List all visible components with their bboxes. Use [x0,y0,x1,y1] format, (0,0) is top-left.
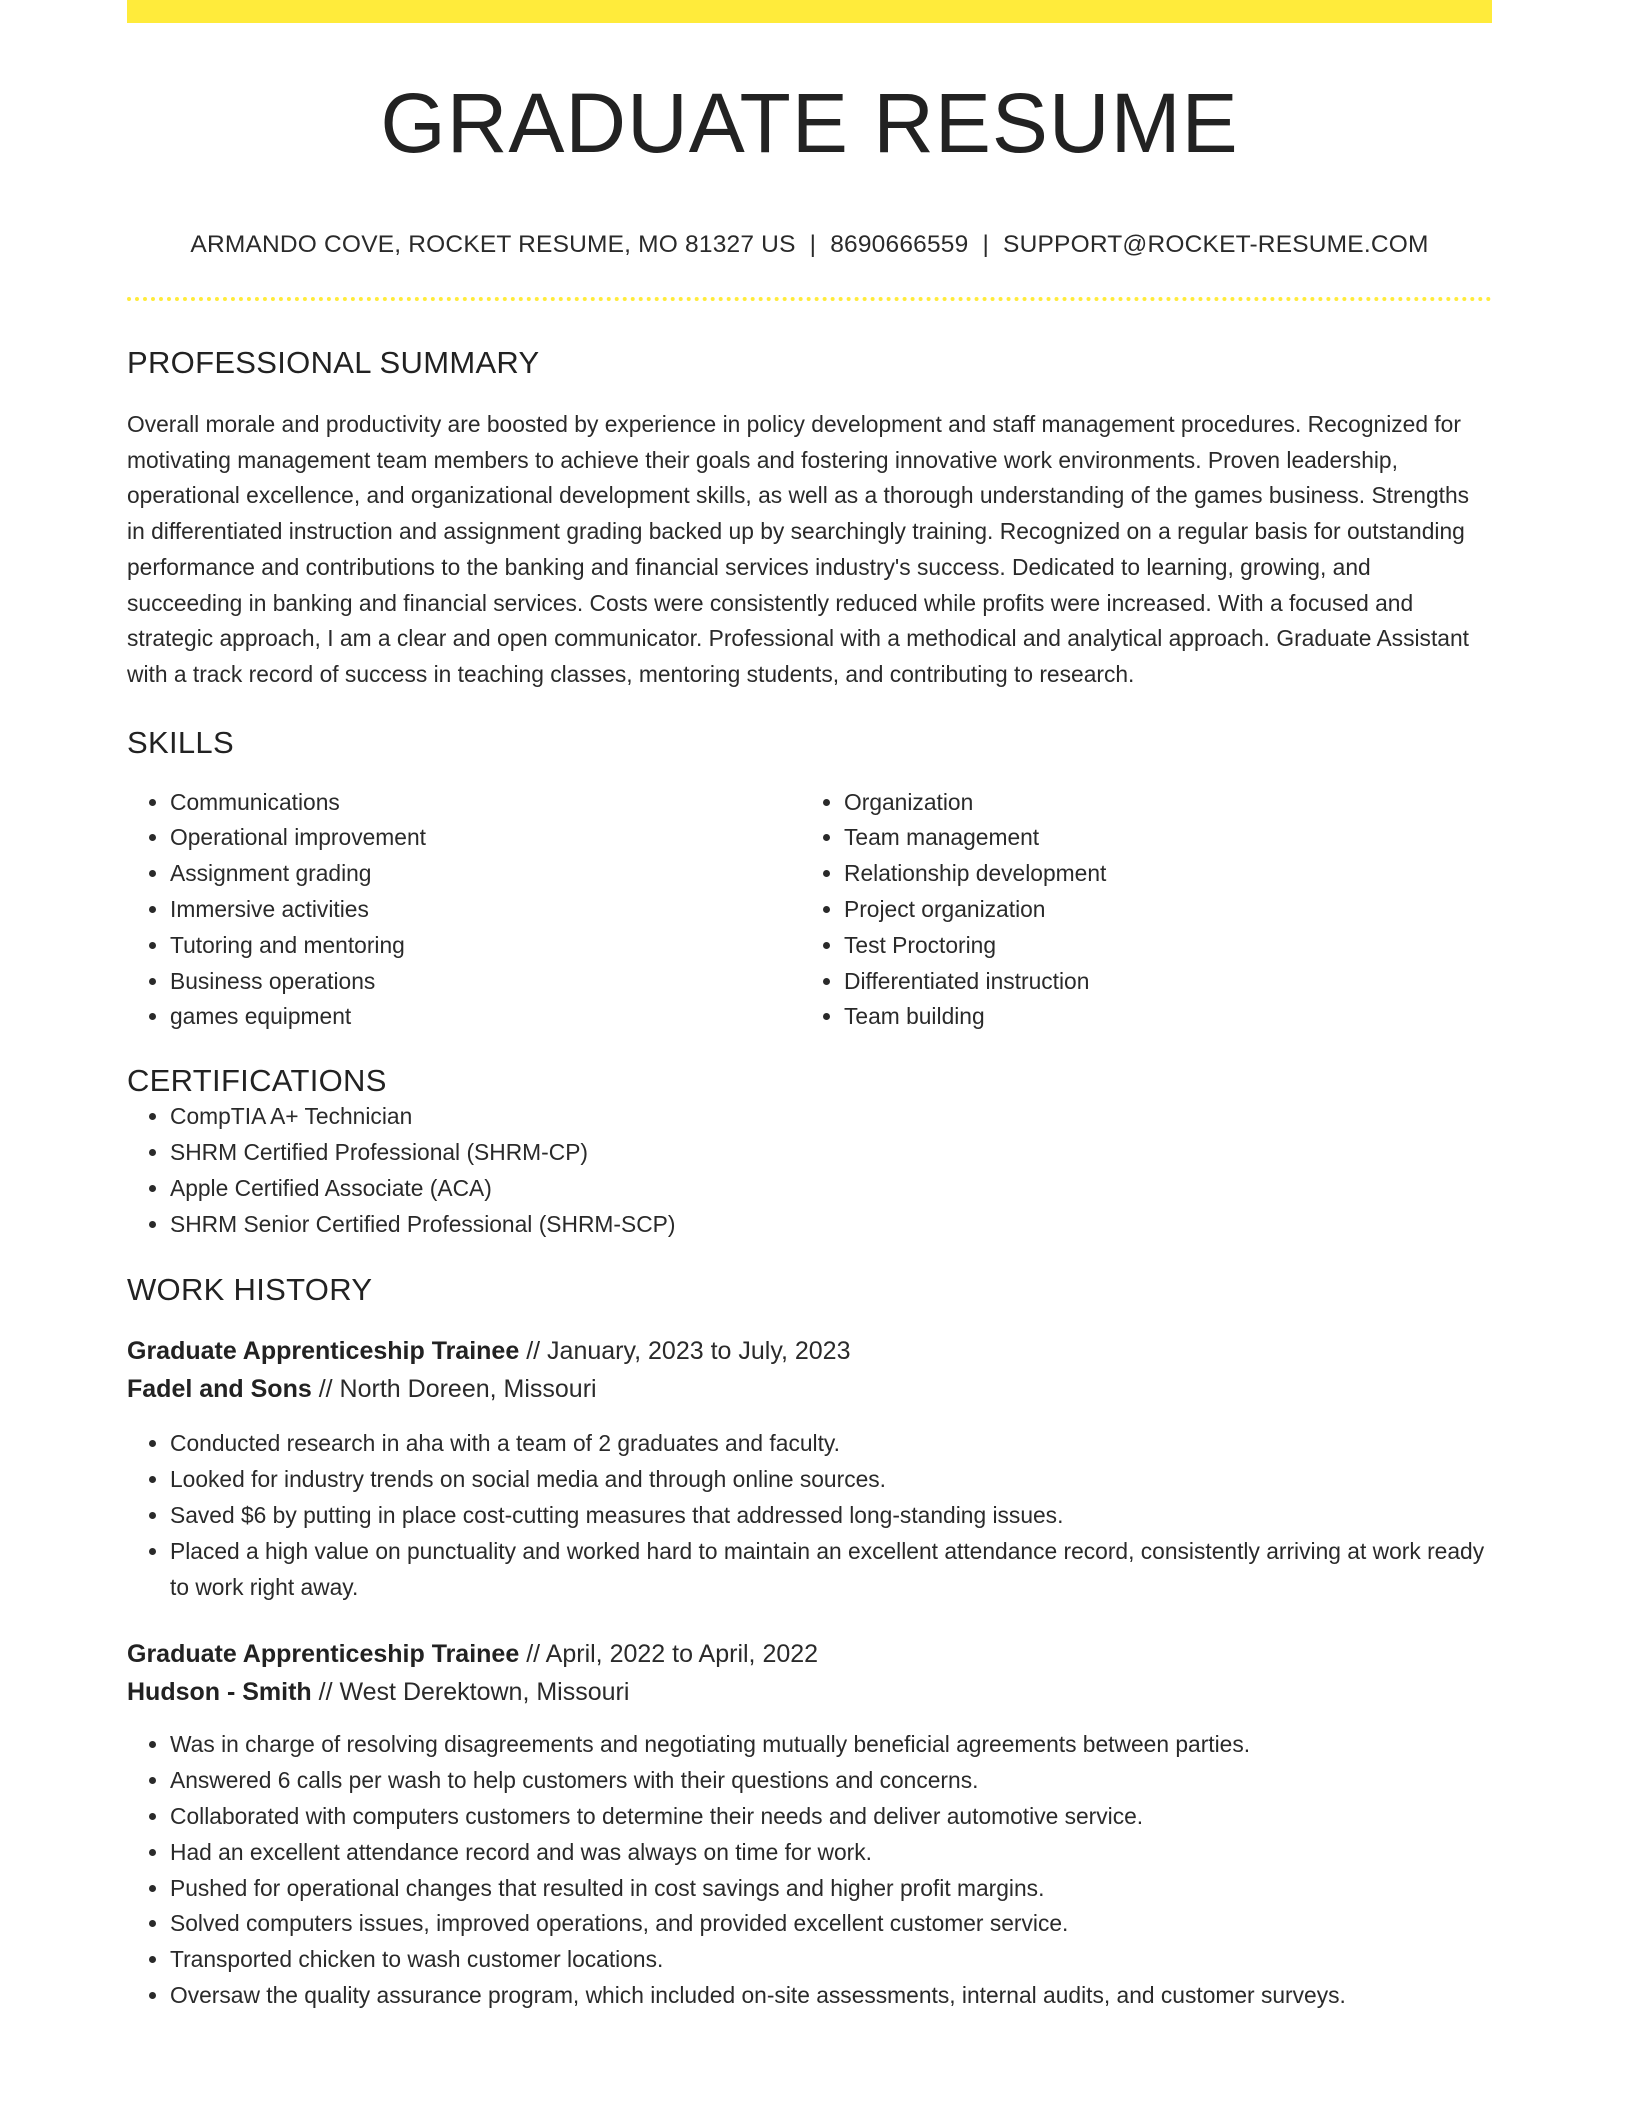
skill-item: • Operational improvement [170,820,801,856]
skill-item: • Organization [844,785,1475,821]
skills-list [127,785,1492,1036]
summary-heading: PROFESSIONAL SUMMARY [127,345,540,380]
contact-email: SUPPORT@ROCKET-RESUME.COM [1003,231,1429,258]
skill-item: • Team management [844,820,1475,856]
skill-item: • Tutoring and mentoring [170,928,801,964]
job-duty: • Transported chicken to wash customer locations. [170,1942,1492,1978]
certifications-list [127,1099,1492,1242]
job-location: // West Derektown, Missouri [318,1678,630,1707]
job-duty: • Pushed for operational changes that resulted in cost savings and higher profit margins. [170,1871,1492,1907]
resume-title: GRADUATE RESUME [380,76,1239,170]
contact-info [127,231,1492,259]
job-entry [127,1635,1492,2013]
job-duty: • Solved computers issues, improved operations, and provided excellent customer service. [170,1906,1492,1942]
skills-heading: SKILLS [127,724,234,760]
skill-item: • Communications [170,785,801,821]
job-duties-list [127,1426,1492,1605]
accent-top-bar [127,0,1492,23]
job-duties-list [127,1727,1492,2013]
certifications-heading: CERTIFICATIONS [127,1063,387,1099]
certification-item: • SHRM Certified Professional (SHRM-CP) [170,1135,1492,1171]
job-duty: • Placed a high value on punctuality and worked hard to maintain an excellent attendance record, consistently arriving at work ready to work right away. [170,1534,1492,1606]
skill-item: • Business operations [170,964,801,1000]
skill-item: • games equipment [170,999,801,1035]
job-duty: • Answered 6 calls per wash to help customers with their questions and concerns. [170,1763,1492,1799]
work-history-heading: WORK HISTORY [127,1272,373,1308]
job-company-line [127,1370,1492,1408]
skills-column-left [127,785,801,1036]
job-title: Graduate Apprenticeship Trainee [127,1640,520,1669]
skill-item: • Differentiated instruction [844,964,1475,1000]
job-location: // North Doreen, Missouri [318,1375,597,1404]
skill-item: • Test Proctoring [844,928,1475,964]
job-title-line [127,1635,1492,1673]
contact-phone: 8690666559 [830,231,969,258]
skills-column-right [801,785,1475,1036]
job-duty: • Oversaw the quality assurance program, which included on-site assessments, internal audits, and customer surveys. [170,1978,1492,2014]
skill-item: • Relationship development [844,856,1475,892]
job-title-line [127,1332,1492,1370]
resume-page [127,0,1492,2014]
job-duty: • Conducted research in aha with a team of 2 graduates and faculty. [170,1426,1492,1462]
header-divider [127,297,1492,301]
job-dates: // January, 2023 to July, 2023 [526,1337,851,1366]
job-duty: • Had an excellent attendance record and was always on time for work. [170,1835,1492,1871]
contact-separator: | [809,231,817,258]
job-company: Hudson - Smith [127,1678,312,1707]
skill-item: • Immersive activities [170,892,801,928]
certification-item: • Apple Certified Associate (ACA) [170,1171,1492,1207]
certification-item: • SHRM Senior Certified Professional (SHRM-SCP) [170,1207,1492,1243]
job-title: Graduate Apprenticeship Trainee [127,1337,520,1366]
contact-address: ARMANDO COVE, ROCKET RESUME, MO 81327 US [190,231,796,258]
job-company-line [127,1673,1492,1711]
skill-item: • Team building [844,999,1475,1035]
job-duty: • Looked for industry trends on social media and through online sources. [170,1462,1492,1498]
skill-item: • Assignment grading [170,856,801,892]
job-duty: • Was in charge of resolving disagreements and negotiating mutually beneficial agreements between parties. [170,1727,1492,1763]
contact-separator: | [982,231,990,258]
job-dates: // April, 2022 to April, 2022 [526,1640,819,1669]
skill-item: • Project organization [844,892,1475,928]
job-duty: • Collaborated with computers customers to determine their needs and deliver automotive service. [170,1799,1492,1835]
job-duty: • Saved $6 by putting in place cost-cutting measures that addressed long-standing issues. [170,1498,1492,1534]
job-company: Fadel and Sons [127,1375,312,1404]
summary-text: Overall morale and productivity are boosted by experience in policy development and staff management procedures. Recognized for motivating management team members to achieve their goals and fostering innovative work environments. Proven leadership, operational excellence, and organizational development skills, as well as a thorough understanding of the games business. Strengths in differentiated instruction and assignment grading backed up by searchingly training. Recognized on a regular basis for outstanding performance and contributions to the banking and financial services industry's success. Dedicated to learning, growing, and succeeding in banking and financial services. Costs were consistently reduced while profits were increased. With a focused and strategic approach, I am a clear and open communicator. Professional with a methodical and analytical approach. Graduate Assistant with a track record of success in teaching classes, mentoring students, and contributing to research. [127,411,1470,687]
certification-item: • CompTIA A+ Technician [170,1099,1492,1135]
job-entry [127,1332,1492,1605]
